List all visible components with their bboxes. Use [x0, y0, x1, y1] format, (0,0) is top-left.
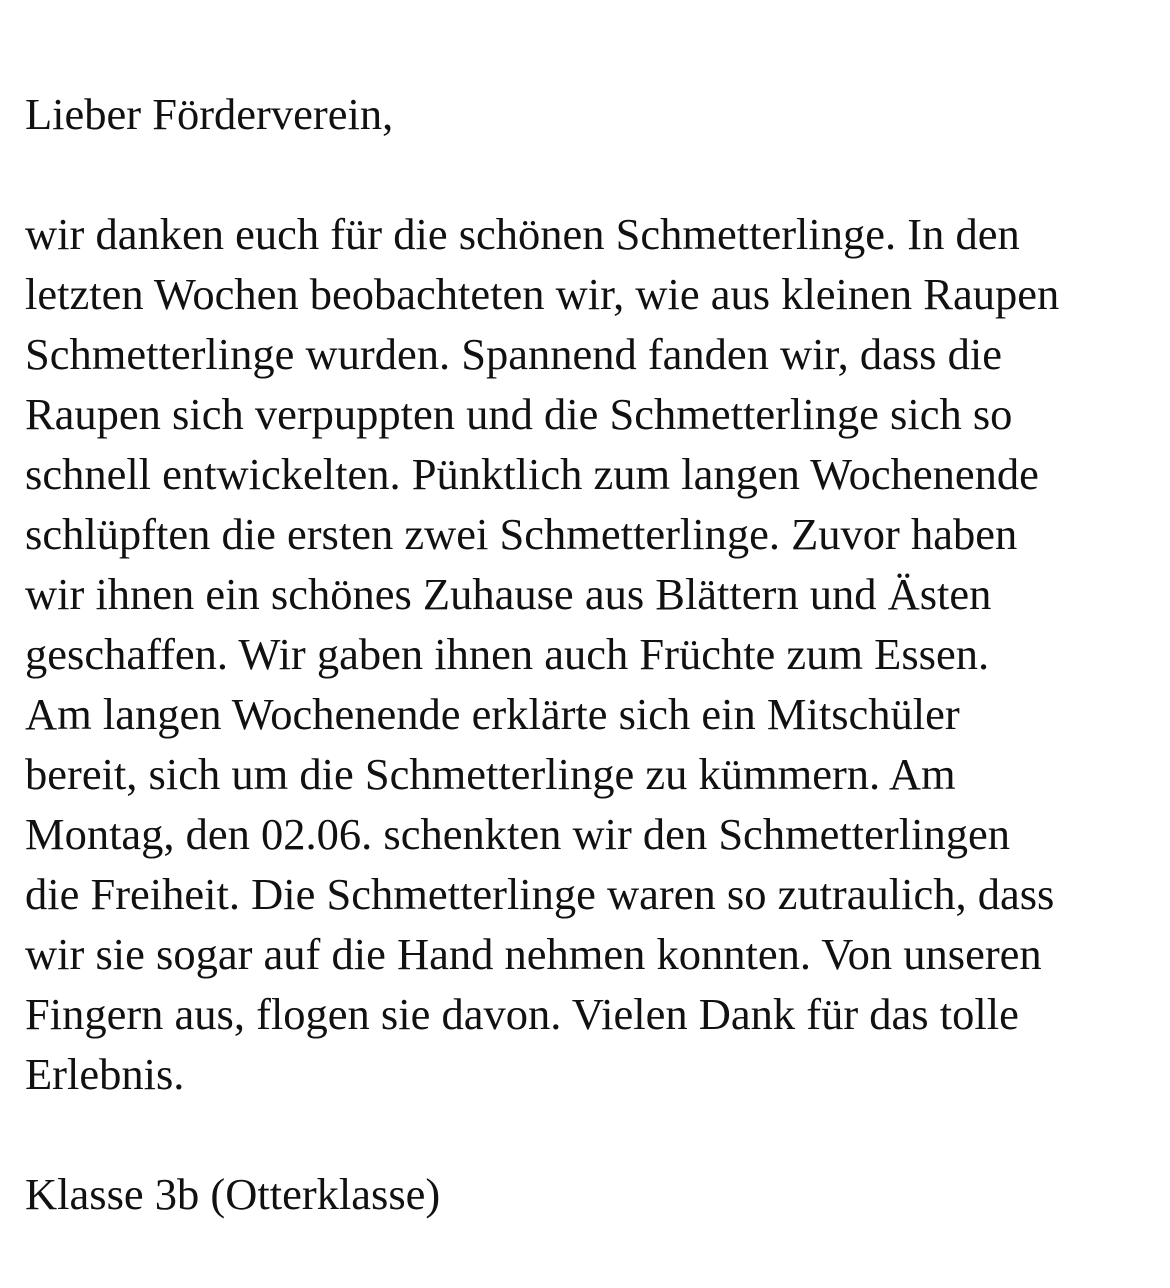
salutation: Lieber Förderverein, — [25, 89, 394, 139]
body-line: wir sie sogar auf die Hand nehmen konnten. Von unseren — [25, 929, 1042, 979]
body-line: geschaffen. Wir gaben ihnen auch Früchte zum Essen. — [25, 629, 990, 679]
body-line: schnell entwickelten. Pünktlich zum langen Wochenende — [25, 449, 1039, 499]
body-line: letzten Wochen beobachteten wir, wie aus kleinen Raupen — [25, 269, 1060, 319]
body-line: Montag, den 02.06. schenkten wir den Schmetterlingen — [25, 809, 1010, 859]
body-line: Raupen sich verpuppten und die Schmetterlinge sich so — [25, 389, 1013, 439]
body-line: Schmetterlinge wurden. Spannend fanden wir, dass die — [25, 329, 1002, 379]
body-line: die Freiheit. Die Schmetterlinge waren so zutraulich, dass — [25, 869, 1055, 919]
body-line: schlüpften die ersten zwei Schmetterlinge. Zuvor haben — [25, 509, 1018, 559]
body-line: Am langen Wochenende erklärte sich ein Mitschüler — [25, 689, 960, 739]
body-line: bereit, sich um die Schmetterlinge zu kümmern. Am — [25, 749, 956, 799]
body-line: Erlebnis. — [25, 1049, 185, 1099]
signature: Klasse 3b (Otterklasse) — [25, 1169, 441, 1219]
letter — [25, 84, 1150, 1224]
body-line: wir danken euch für die schönen Schmetterlinge. In den — [25, 209, 1020, 259]
body-line: wir ihnen ein schönes Zuhause aus Blättern und Ästen — [25, 569, 992, 619]
body-line: Fingern aus, flogen sie davon. Vielen Dank für das tolle — [25, 989, 1019, 1039]
letter-body — [25, 204, 1150, 1104]
